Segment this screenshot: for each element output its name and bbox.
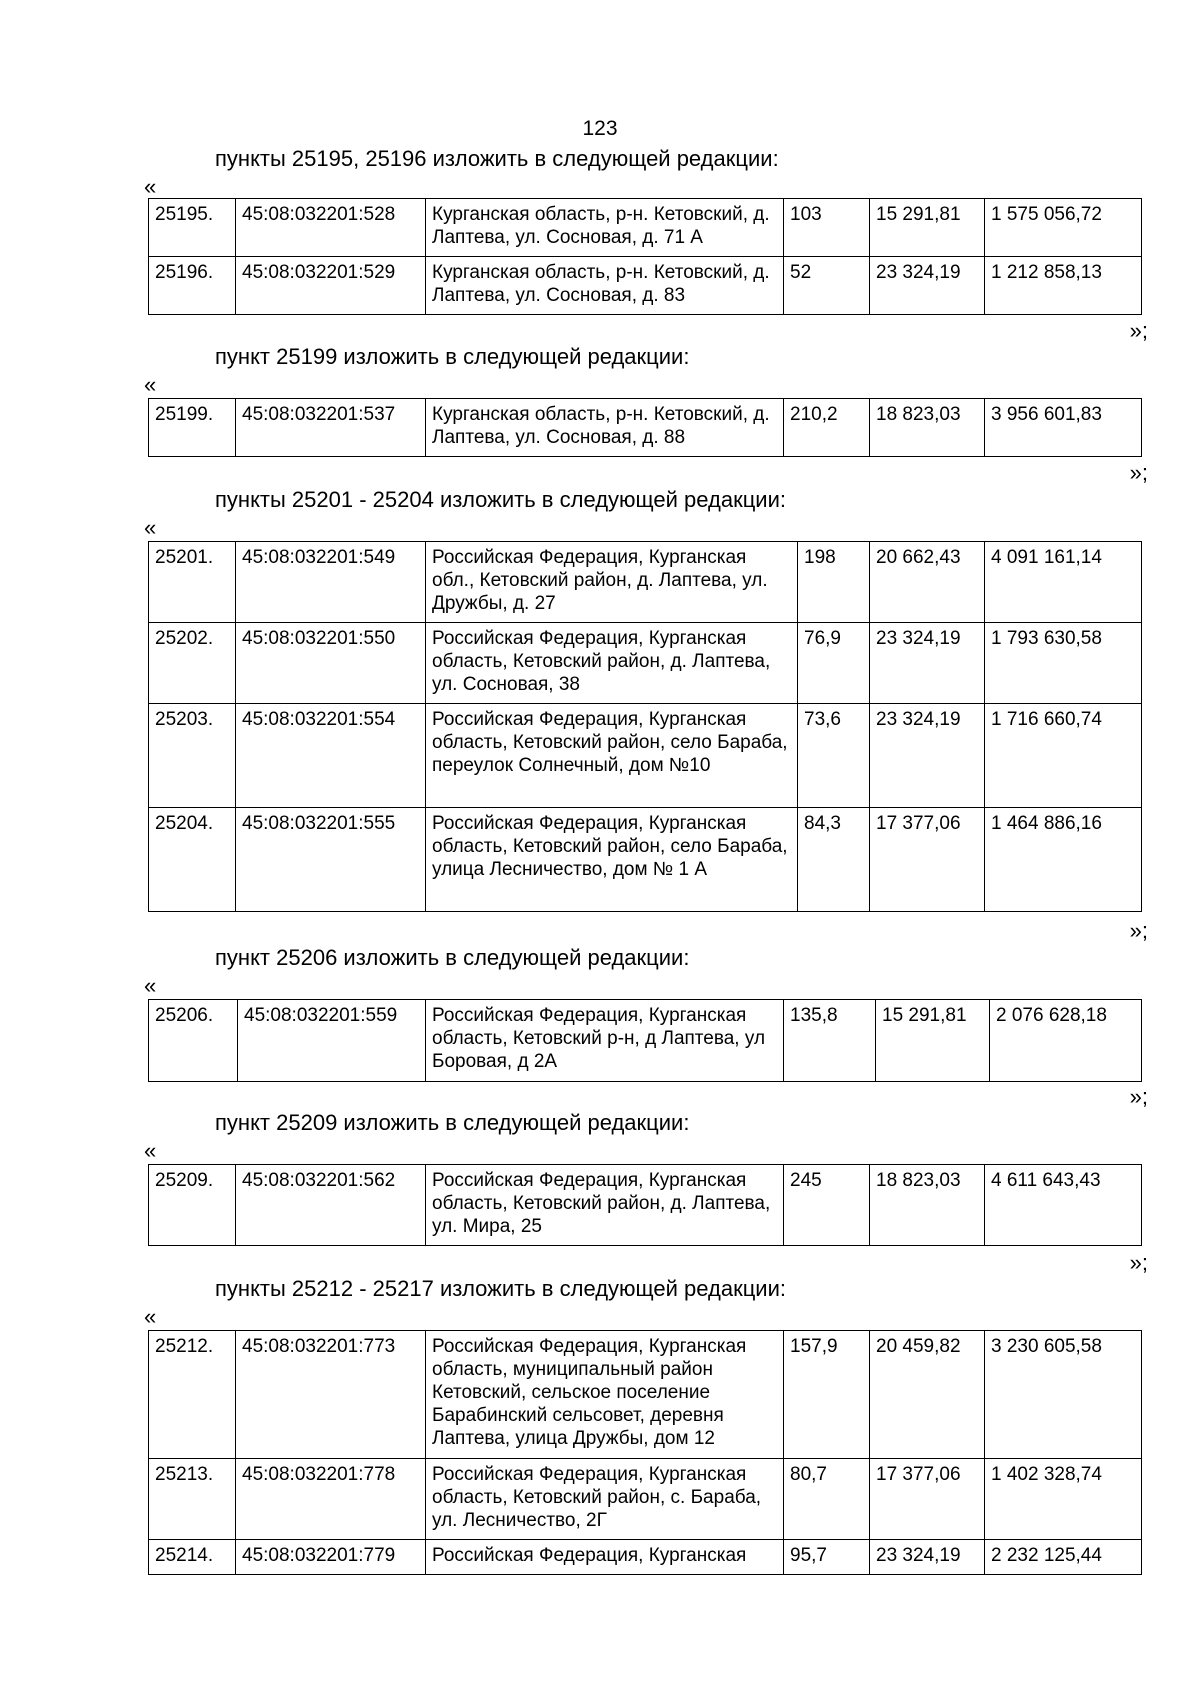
amendment-table: [148, 999, 1142, 1082]
section-heading: пункты 25195, 25196 изложить в следующей редакции:: [215, 146, 779, 171]
rate: 20 459,82: [870, 1331, 985, 1459]
closing-quote: »;: [1129, 460, 1148, 485]
address: Российская Федерация, Курганская обл., Кетовский район, д. Лаптева, ул. Дружбы, д. 27: [426, 542, 798, 623]
cadastral-value: 1 793 630,58: [985, 623, 1142, 704]
rate: 15 291,81: [876, 1000, 990, 1082]
cadastral-number: 45:08:032201:537: [236, 399, 426, 457]
address: Курганская область, р-н. Кетовский, д. Лаптева, ул. Сосновая, д. 71 А: [426, 199, 784, 257]
cadastral-value: 3 230 605,58: [985, 1331, 1142, 1459]
item-number: 25206.: [149, 1000, 238, 1082]
area: 198: [798, 542, 870, 623]
table-row: [149, 808, 1142, 912]
item-number: 25203.: [149, 704, 236, 808]
cadastral-number: 45:08:032201:529: [236, 257, 426, 315]
table-row: [149, 1540, 1142, 1575]
item-number: 25209.: [149, 1165, 236, 1246]
address: Курганская область, р-н. Кетовский, д. Лаптева, ул. Сосновая, д. 83: [426, 257, 784, 315]
item-number: 25212.: [149, 1331, 236, 1459]
cadastral-number: 45:08:032201:550: [236, 623, 426, 704]
rate: 17 377,06: [870, 1459, 985, 1540]
rate: 15 291,81: [870, 199, 985, 257]
section-heading: пункты 25212 - 25217 изложить в следующей редакции:: [215, 1276, 787, 1301]
cadastral-value: 2 076 628,18: [990, 1000, 1142, 1082]
opening-quote: «: [144, 1304, 157, 1329]
item-number: 25201.: [149, 542, 236, 623]
item-number: 25214.: [149, 1540, 236, 1575]
cadastral-number: 45:08:032201:555: [236, 808, 426, 912]
table-row: [149, 623, 1142, 704]
cadastral-number: 45:08:032201:778: [236, 1459, 426, 1540]
item-number: 25204.: [149, 808, 236, 912]
area: 73,6: [798, 704, 870, 808]
cadastral-number: 45:08:032201:554: [236, 704, 426, 808]
cadastral-value: 4 091 161,14: [985, 542, 1142, 623]
area: 103: [784, 199, 870, 257]
item-number: 25196.: [149, 257, 236, 315]
cadastral-number: 45:08:032201:562: [236, 1165, 426, 1246]
rate: 18 823,03: [870, 1165, 985, 1246]
address: Курганская область, р-н. Кетовский, д. Лаптева, ул. Сосновая, д. 88: [426, 399, 784, 457]
address: Российская Федерация, Курганская область, Кетовский район, село Бараба, улица Лесничество, дом № 1 А: [426, 808, 798, 912]
amendment-table: [148, 541, 1142, 912]
address: Российская Федерация, Курганская область, Кетовский р-н, д Лаптева, ул Боровая, д 2А: [426, 1000, 784, 1082]
address: Российская Федерация, Курганская область, Кетовский район, д. Лаптева, ул. Мира, 25: [426, 1165, 784, 1246]
address: Российская Федерация, Курганская область, муниципальный район Кетовский, сельское поселение Барабинский сельсовет, деревня Лаптева, улица Дружбы, дом 12: [426, 1331, 784, 1459]
cadastral-value: 1 402 328,74: [985, 1459, 1142, 1540]
section-heading: пункт 25206 изложить в следующей редакции:: [215, 945, 690, 970]
table-row: [149, 1459, 1142, 1540]
table-row: [149, 1000, 1142, 1082]
cadastral-number: 45:08:032201:773: [236, 1331, 426, 1459]
closing-quote: »;: [1129, 1250, 1148, 1275]
address: Российская Федерация, Курганская область, Кетовский район, д. Лаптева, ул. Сосновая, 38: [426, 623, 798, 704]
table-row: [149, 399, 1142, 457]
area: 80,7: [784, 1459, 870, 1540]
table-row: [149, 704, 1142, 808]
table-row: [149, 542, 1142, 623]
closing-quote: »;: [1129, 1084, 1148, 1109]
area: 210,2: [784, 399, 870, 457]
address: Российская Федерация, Курганская: [426, 1540, 784, 1575]
section-heading: пункт 25199 изложить в следующей редакции:: [215, 344, 690, 369]
cadastral-value: 1 464 886,16: [985, 808, 1142, 912]
section-heading: пункт 25209 изложить в следующей редакции:: [215, 1110, 690, 1135]
amendment-table: [148, 198, 1142, 315]
rate: 23 324,19: [870, 704, 985, 808]
item-number: 25195.: [149, 199, 236, 257]
opening-quote: «: [144, 973, 157, 998]
cadastral-value: 4 611 643,43: [985, 1165, 1142, 1246]
cadastral-value: 1 716 660,74: [985, 704, 1142, 808]
table-row: [149, 1165, 1142, 1246]
closing-quote: »;: [1129, 918, 1148, 943]
rate: 18 823,03: [870, 399, 985, 457]
area: 76,9: [798, 623, 870, 704]
closing-quote: »;: [1129, 318, 1148, 343]
cadastral-value: 2 232 125,44: [985, 1540, 1142, 1575]
area: 245: [784, 1165, 870, 1246]
rate: 20 662,43: [870, 542, 985, 623]
amendment-table: [148, 398, 1142, 457]
table-row: [149, 1331, 1142, 1459]
item-number: 25213.: [149, 1459, 236, 1540]
cadastral-value: 1 575 056,72: [985, 199, 1142, 257]
cadastral-number: 45:08:032201:559: [238, 1000, 426, 1082]
opening-quote: «: [144, 372, 157, 397]
table-row: [149, 199, 1142, 257]
cadastral-number: 45:08:032201:549: [236, 542, 426, 623]
rate: 23 324,19: [870, 257, 985, 315]
cadastral-number: 45:08:032201:528: [236, 199, 426, 257]
table-row: [149, 257, 1142, 315]
rate: 23 324,19: [870, 1540, 985, 1575]
item-number: 25199.: [149, 399, 236, 457]
cadastral-value: 3 956 601,83: [985, 399, 1142, 457]
area: 84,3: [798, 808, 870, 912]
area: 135,8: [784, 1000, 876, 1082]
address: Российская Федерация, Курганская область, Кетовский район, село Бараба, переулок Солнечный, дом №10: [426, 704, 798, 808]
rate: 23 324,19: [870, 623, 985, 704]
amendment-table: [148, 1330, 1142, 1575]
area: 95,7: [784, 1540, 870, 1575]
section-heading: пункты 25201 - 25204 изложить в следующей редакции:: [215, 487, 787, 512]
page-number: 123: [582, 117, 618, 140]
area: 52: [784, 257, 870, 315]
rate: 17 377,06: [870, 808, 985, 912]
opening-quote: «: [144, 174, 157, 199]
address: Российская Федерация, Курганская область, Кетовский район, с. Бараба, ул. Лесничество, 2Г: [426, 1459, 784, 1540]
cadastral-number: 45:08:032201:779: [236, 1540, 426, 1575]
opening-quote: «: [144, 515, 157, 540]
area: 157,9: [784, 1331, 870, 1459]
amendment-table: [148, 1164, 1142, 1246]
cadastral-value: 1 212 858,13: [985, 257, 1142, 315]
item-number: 25202.: [149, 623, 236, 704]
opening-quote: «: [144, 1138, 157, 1163]
